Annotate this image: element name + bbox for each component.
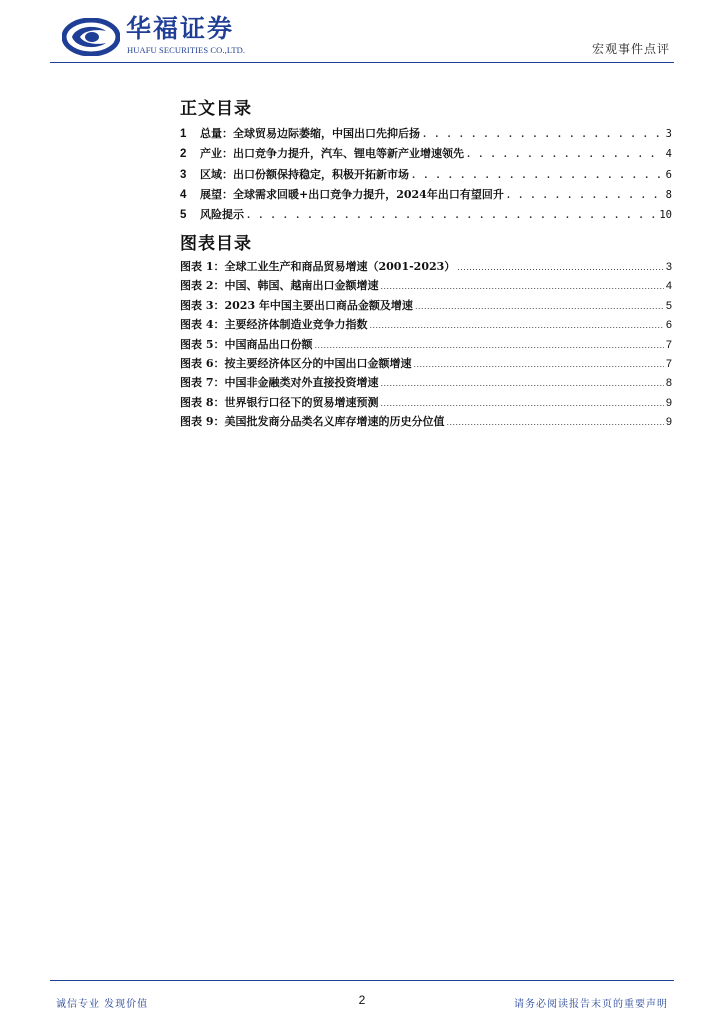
figure-page: 7 — [665, 338, 672, 351]
toc-item-page: 6 — [665, 168, 672, 181]
figure-leader-dots — [380, 394, 663, 412]
figure-page: 8 — [665, 377, 672, 390]
figure-title: 2023 年中国主要出口商品金额及增速 — [224, 298, 413, 312]
figure-title: 世界银行口径下的贸易增速预测 — [224, 395, 379, 409]
figure-label: 图表 1： — [180, 260, 225, 273]
figure-label: 图表 7： — [180, 376, 225, 390]
figure-list-item[interactable] — [180, 354, 672, 373]
figure-label: 图表 9： — [180, 415, 225, 429]
figure-title: 中国、韩国、越南出口金额增速 — [224, 279, 379, 293]
figure-list-item[interactable] — [180, 315, 672, 334]
toc-leader-dots — [247, 206, 656, 225]
figure-list-item[interactable] — [180, 412, 672, 431]
page-header — [0, 0, 724, 66]
page-number: 2 — [358, 993, 366, 1007]
figure-leader-dots — [380, 277, 663, 295]
footer-disclaimer: 请务必阅读报告末页的重要声明 — [514, 999, 668, 1010]
figure-leader-dots — [380, 374, 663, 392]
company-name-cn: 华福证券 — [126, 14, 235, 43]
toc-item[interactable] — [180, 165, 672, 185]
toc-item-page: 4 — [665, 148, 672, 161]
footer-slogan: 诚信专业 发现价值 — [56, 999, 149, 1010]
company-name-en: HUAFU SECURITIES CO.,LTD. — [127, 45, 246, 55]
toc-leader-dots — [507, 186, 663, 205]
figure-leader-dots — [413, 355, 663, 373]
toc-item-number: 2 — [180, 148, 187, 161]
toc-leader-dots — [423, 125, 663, 144]
figure-page: 6 — [665, 319, 672, 332]
figure-title: 美国批发商分品类名义库存增速的历史分位值 — [224, 415, 445, 429]
figure-page: 9 — [665, 396, 672, 409]
figure-page: 9 — [665, 416, 672, 429]
figure-label: 图表 6： — [180, 356, 225, 370]
figure-title: 中国商品出口份额 — [224, 337, 313, 351]
toc-leader-dots — [467, 145, 663, 164]
toc-item-number: 3 — [180, 168, 187, 181]
figure-title: 全球工业生产和商品贸易增速（2001-2023） — [224, 260, 456, 273]
figure-page: 3 — [665, 261, 672, 273]
figure-page: 4 — [665, 280, 672, 293]
toc-item[interactable] — [180, 124, 672, 144]
toc-item-number: 5 — [180, 209, 187, 222]
figure-label: 图表 8： — [180, 395, 225, 409]
toc-leader-dots — [412, 166, 663, 185]
figure-label: 图表 5： — [180, 337, 225, 351]
figure-list — [180, 257, 672, 432]
toc-item-title: 产业：出口竞争力提升，汽车、锂电等新产业增速领先 — [200, 147, 464, 161]
report-type: 宏观事件点评 — [591, 42, 670, 56]
toc-item-page: 3 — [665, 128, 672, 140]
figure-leader-dots — [446, 413, 663, 431]
figure-page: 5 — [665, 299, 672, 312]
toc-item-page: 10 — [659, 209, 672, 222]
figure-title: 主要经济体制造业竞争力指数 — [224, 318, 368, 332]
toc-item-page: 8 — [665, 188, 672, 201]
figure-label: 图表 3： — [180, 298, 225, 312]
toc-item-title: 区域：出口份额保持稳定，积极开拓新市场 — [200, 167, 409, 181]
huafu-logo-icon — [62, 18, 120, 56]
toc-item[interactable] — [180, 144, 672, 164]
figure-leader-dots — [415, 297, 664, 315]
figure-leader-dots — [457, 258, 664, 276]
figure-list-item[interactable] — [180, 373, 672, 392]
toc-item[interactable] — [180, 185, 672, 205]
figure-leader-dots — [314, 336, 663, 354]
toc-title: 正文目录 — [180, 99, 252, 119]
figure-page: 7 — [665, 357, 672, 370]
toc-item-title: 总量：全球贸易边际萎缩，中国出口先抑后扬 — [200, 127, 420, 140]
figure-leader-dots — [369, 316, 663, 334]
figure-title: 按主要经济体区分的中国出口金额增速 — [224, 356, 412, 370]
header-divider — [50, 62, 674, 63]
figure-label: 图表 4： — [180, 318, 225, 332]
toc-list — [180, 124, 672, 225]
figure-list-item[interactable] — [180, 257, 672, 276]
figure-list-item[interactable] — [180, 276, 672, 295]
figure-list-item[interactable] — [180, 393, 672, 412]
figure-title: 中国非金融类对外直接投资增速 — [224, 376, 379, 390]
toc-item-title: 展望：全球需求回暖+出口竞争力提升，2024年出口有望回升 — [200, 187, 504, 201]
figure-list-item[interactable] — [180, 296, 672, 315]
toc-item-number: 1 — [180, 128, 187, 140]
toc-item[interactable] — [180, 205, 672, 225]
figure-list-item[interactable] — [180, 335, 672, 354]
figure-list-title: 图表目录 — [180, 234, 252, 254]
toc-item-number: 4 — [180, 188, 187, 201]
toc-item-title: 风险提示 — [200, 208, 244, 222]
figure-label: 图表 2： — [180, 279, 225, 293]
footer-divider — [50, 980, 674, 981]
